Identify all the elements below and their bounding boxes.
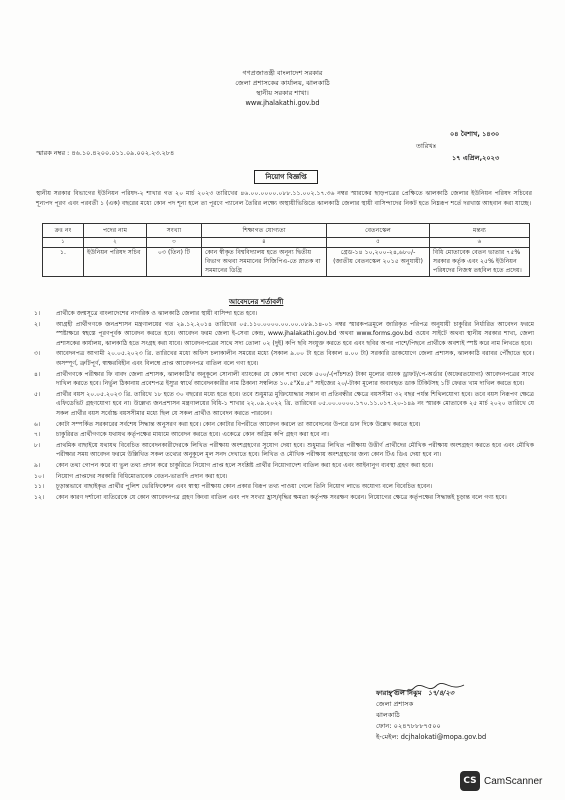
number-cell: ১ — [43, 238, 84, 248]
condition-item — [34, 472, 534, 482]
row-scale: গ্রেড-১৪ ১০,২০০-২৪,৬৮০/- (জাতীয় বেতনস্কেল ২০১৫ অনুযায়ী) — [327, 248, 430, 277]
date-bangla: ০৪ বৈশাখ, ১৪৩০ — [450, 130, 500, 138]
header-section: স্থানীয় সরকার শাখা। — [256, 89, 309, 97]
header-cell: মন্তব্য — [430, 224, 530, 238]
condition-item — [34, 320, 534, 349]
header-cell: শিক্ষাগত যোগ্যতা — [202, 224, 327, 238]
condition-text: আবেদনপত্র আগামী ২০.০৫.২০২৩ খ্রি. তারিখের মধ্যে অফিস চলাকালীন সময়ের মধ্যে (সকাল ৯.০০ টা হতে বিকাল ৪.০০ টা) সরকারি ডাকযোগে জেলা প্রশাসক, ঝালকাঠি বরাবর পৌঁছাতে হবে। অসম্পূর্ণ, ত্রুটিপূর্ণ, স্বাক্ষরবিহীন এবং বিলম্বে প্রাপ্ত আবেদনপত্র বাতিল বলে গণ্য হবে। — [56, 350, 534, 367]
number-cell: ৬ — [430, 238, 530, 248]
condition-text: প্রার্থীর বয়স ২০.০৫.২০২৩ খ্রি. তারিখে ১৮ হতে ৩০ বছরের মধ্যে হতে হবে। তবে শুধুমাত্র মুক্তিযোদ্ধার সন্তান বা প্রতিবন্ধীর ক্ষেত্রে বয়সসীমা ৩২ বছর পর্যন্ত শিথিলযোগ্য হবে। তবে বয়স নিরূপণ ক্ষেত্রে এফিডেভিট গ্রহণযোগ্য হবে না। উল্লেখ্য জনপ্রশাসন মন্ত্রণালয়ের বিধি-১ শাখার ২২.০৯.২০২২ খ্রি. তারিখের ০৫.০০.০০০০.১৭০.১১.০১৭.২০-১৪৯ নং স্মারক মোতাবেক ২৫ মার্চ ২০২০ তারিখে যে সকল প্রার্থীর বয়স সর্বোচ্চ বয়সসীমার মধ্যে ছিল যে সকল প্রার্থীও আবেদন করতে পারবেন। — [56, 390, 534, 417]
condition-text: নিয়োগ প্রাপ্তদের সরকারি বিধিমোতাবেক বেতন-ভাতাদি প্রদান করা হবে। — [56, 472, 228, 480]
condition-item — [34, 430, 534, 440]
condition-text: প্রার্থীকে জন্মসূত্রে বাংলাদেশের নাগরিক ও ঝালকাঠি জেলার স্থায়ী বাসিন্দা হতে হবে। — [56, 310, 258, 317]
condition-number: ১১। — [34, 483, 45, 491]
signer-email: ই-মেইল: dcjhalokati@mopa.gov.bd — [376, 733, 487, 741]
notice-title: নিয়োগ বিজ্ঞপ্তি — [254, 170, 318, 184]
condition-number: ৭। — [34, 431, 41, 439]
condition-item — [34, 441, 534, 460]
header-cell: ক্রঃ নং — [43, 224, 84, 238]
header-cell: সংখ্যা — [147, 224, 202, 238]
condition-text: চূড়ান্তভাবে বাছাইকৃত প্রার্থীর পুলিশ ভেরিফিকেশন এবং স্বাস্থ্য পরীক্ষায় কোন প্রকার বিরূপ তথ্য পাওয়া গেলে তিনি নিয়োগ লাভে অযোগ্য বলে বিবেচিত হবেন। — [56, 483, 433, 491]
condition-text: চাকুরিরত প্রার্থীগণকে যথাযথ কর্তৃপক্ষের মাধ্যমে আবেদন করতে হবে। একেত্রে কোন অগ্রিম কপি গ্রহণ করা হবে না। — [56, 431, 329, 439]
number-cell: ৩ — [147, 238, 202, 248]
camscanner-text: CamScanner — [484, 775, 543, 787]
signature-date: ১৭/৪/২৩ — [427, 689, 455, 697]
condition-text: আগ্রহী প্রার্থীগণকে জনপ্রশাসন মন্ত্রণালয়ের গত ২৯.১২.২০১৪ তারিখের ০৫.১১০.০০০০.০০.০০.০৮৯.১৪-০১ নম্বর স্মারকপত্রমূলে জারিকৃত পরিপত্র অনুযায়ী চাকুরির নির্ধারিত আবেদন ফরমে স্পষ্টাক্ষরে স্বহস্তে পূরণপূর্বক আবেদন করতে হবে। আবেদন ফরম জেলা ই-সেবা কেন্দ্র, www.jhalakathi.gov.bd অথবা www.forms.gov.bd ওয়েব সাইটে অথবা স্থানীয় সরকার শাখা, জেলা প্রশাসকের কার্যালয়, ঝালকাঠি হতে সংগ্রহ করা যাবে। আবেদনপত্রের সাথে সদ্য তোলা ০২ (দুই) কপি ছবি সংযুক্ত করতে হবে এবং ছবির অপর পাশে/পিছনে প্রার্থীকে অবশ্যই স্পষ্ট করে নাম লিখতে হবে। — [56, 320, 534, 347]
condition-number: ৩। — [34, 350, 41, 358]
date-label: তারিখঃ — [416, 142, 437, 150]
condition-text: কোন তথ্য গোপন করে বা ভুল তথ্য প্রদান করে চাকুরিতে নিয়োগ প্রাপ্ত হলে সংশ্লিষ্ট প্রার্থীর নিয়োগাদেশ বাতিল করা হবে এবং আইনানুগ ব্যবস্থা গ্রহণ করা হবে। — [56, 461, 434, 469]
condition-number: ১। — [34, 310, 41, 317]
conditions-title: আবেদনের শর্তাবলী — [229, 298, 284, 306]
condition-item — [34, 482, 534, 492]
header-office: জেলা প্রশাসকের কার্যালয়, ঝালকাঠি — [235, 79, 330, 87]
condition-number: ২। — [34, 320, 41, 328]
condition-item — [34, 309, 534, 319]
signer-phone: ফোন: ০২৪৭৮৮৮৭৫০০ — [376, 722, 441, 730]
signer-name-text: ফারাহ্ গুল নিঝুম — [376, 689, 422, 697]
condition-item — [34, 420, 534, 430]
vacancy-table — [42, 223, 530, 277]
table-number-row — [43, 238, 530, 248]
condition-number: ১২। — [34, 493, 45, 501]
number-cell: ২ — [84, 238, 147, 248]
signer-place: ঝালকাঠি — [376, 711, 400, 719]
condition-item — [34, 390, 534, 419]
condition-text: প্রাথমিক বাছাইয়ে যথাযথ বিবেচিত আবেদনকারীদেরকে লিখিত পরীক্ষায় অংশগ্রহণের সুযোগ দেয়া হবে। শুধুমাত্র লিখিত পরীক্ষায় উত্তীর্ণ প্রার্থীদের মৌখিক পরীক্ষায় অংশগ্রহণ করতে হবে এবং মৌখিক পরীক্ষার সময় আবেদন ফরমে উল্লিখিত সকল তথ্যের অনুকূলে মূল সনদ দেখাতে হবে। লিখিত ও মৌখিক পরীক্ষায় অংশগ্রহণের জন্য কোন টিএ ডিএ দেয়া হবে না। — [56, 441, 534, 459]
condition-number: ৯। — [34, 461, 41, 469]
camscanner-watermark — [460, 770, 562, 792]
condition-item — [34, 349, 534, 368]
header-website: www.jhalakathi.gov.bd — [245, 99, 320, 107]
condition-item — [34, 493, 534, 503]
signer-name — [376, 688, 486, 699]
signer-title: জেলা প্রশাসক — [376, 700, 414, 708]
condition-number: ৮। — [34, 441, 41, 449]
signature-block — [376, 688, 486, 743]
camscanner-logo-icon: CS — [460, 771, 480, 791]
row-post: ইউনিয়ন পরিষদ সচিব — [84, 248, 147, 277]
condition-text: প্রার্থীগণকে পরীক্ষার ফি বাবদ জেলা প্রশাসক, ঝালকাঠি'র অনুকূলে সোনালী ব্যাংকের যে কোন শাখা থেকে ৫০০/-(পাঁচশত) টাকা মূল্যের ব্যাংক ড্রাফট/পে-অর্ডার (অফেরতযোগ্য) আবেদনপত্রের সাথে দাখিল করতে হবে। নির্ভুল ঠিকানায় প্রবেশপত্র ইস্যুর স্বার্থে আবেদনকারীর নাম ঠিকানা সম্বলিত ১০.৫"X৪.৫" সাইজের ২০/-টাকা মূল্যের অব্যবহৃত ডাক টিকিটসহ ১টি ফেরত খাম দাখিল করতে হবে। — [56, 370, 534, 388]
condition-number: ৫। — [34, 390, 41, 398]
memo-number: স্মারক নম্বর : ৪৬.১০.৪২০০.০১১.০৯.০০২.২৩.২৮৪ — [36, 150, 175, 157]
condition-text: কোন কারণ দর্শানো ব্যতিরেকে যে কোন আবেদনপত্র গ্রহণ কিংবা বাতিল এবং পদ সংখ্যা হ্রাস/বৃদ্ধির ক্ষমতা কর্তৃপক্ষ সংরক্ষণ করেন। নিয়োগের ক্ষেত্রে কর্তৃপক্ষের সিদ্ধান্তই চূড়ান্ত বলে গণ্য হবে। — [56, 493, 507, 501]
table-row — [43, 248, 530, 277]
condition-number: ৬। — [34, 420, 41, 428]
condition-item — [34, 370, 534, 389]
condition-item — [34, 461, 534, 471]
header-cell: পদের নাম — [84, 224, 147, 238]
condition-number: ১০। — [34, 472, 45, 480]
intro-paragraph: স্থানীয় সরকার বিভাগের ইউনিয়ন পরিষদ-২ শাখার গত ২০ মার্চ ২০২৩ তারিখের ৪৬.০০.০০০০.০৮৮.১১.০০২.১৭.৩৬ নম্বর স্মারকের ছাড়পত্রের প্রেক্ষিতে ঝালকাঠি জেলার ইউনিয়ন পরিষদ সচিবের শূন্যপদ পূরণ এবং পরবর্তী ১ (এক) বছরের মধ্যে কোন পদ শূন্য হলে তা পূরণে প্যানেল তৈরির লক্ষ্যে অস্থায়ীভিত্তিতে ঝালকাঠি জেলার স্থায়ী বাসিন্দাদের নিকট হতে নিম্নরূপ শর্তে দরখাস্ত আহবান করা যাচ্ছে। — [36, 190, 532, 208]
number-cell: ৫ — [327, 238, 430, 248]
row-qualification: কোন স্বীকৃত বিশ্ববিদ্যালয় হতে অনূন্য দ্বিতীয় বিভাগ অথবা সমমানের সিজিপিএ-তে স্নাতক বা সমমানের ডিগ্রি — [202, 248, 327, 277]
table-header-row — [43, 224, 530, 238]
row-serial: ১. — [43, 248, 84, 277]
header-government: গণপ্রজাতন্ত্রী বাংলাদেশ সরকার — [242, 69, 323, 77]
condition-text: কোটা সম্পর্কিত সরকারের সর্বশেষ সিদ্ধান্ত অনুসরণ করা হবে। কোন কোটার বিপরীতে আবেদন করলে তা আবেদনের উপরে ডান দিকে উল্লেখ করতে হবে। — [56, 420, 421, 428]
header-cell: বেতনস্কেল — [327, 224, 430, 238]
row-remark: বিধি মোতাবেক বেতন ভাতার ৭৫% সরকার কর্তৃক এবং ২৫% ইউনিয়ন পরিষদের নিজস্ব তহবিল হতে প্রদেয়। — [430, 248, 530, 277]
row-count: ০৩ (তিন) টি — [147, 248, 202, 277]
date-english: ১৭ এপ্রিল,২০২৩ — [452, 154, 500, 162]
conditions-list — [34, 309, 534, 503]
number-cell: ৪ — [202, 238, 327, 248]
condition-number: ৪। — [34, 370, 41, 378]
